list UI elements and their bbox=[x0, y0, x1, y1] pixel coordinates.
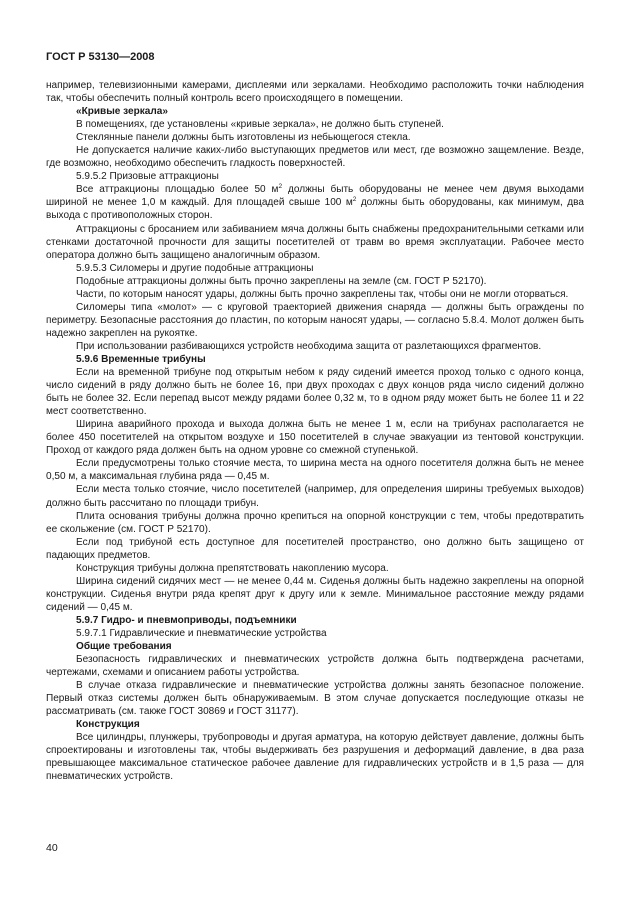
paragraph: Если предусмотрены только стоячие места, то ширина места на одного посетителя должна быть не менее 0,50 м, а максимальная глубина ряда — 0,45 м. bbox=[46, 458, 584, 483]
paragraph: Если на временной трибуне под открытым небом к ряду сидений имеется проход только с одного конца, число сидений в ряду должно быть не более 16, при двух проходах с двух концов ряда число сидений должно быть не более 32. Если перепад высот между рядами более 0,32 м, то в одном ряду может быть не более 11 и 22 мест соответственно. bbox=[46, 367, 584, 418]
paragraph: Части, по которым наносят удары, должны быть прочно закреплены так, чтобы они не могли оторваться. bbox=[76, 288, 569, 300]
section-heading: Конструкция bbox=[76, 719, 140, 731]
section-heading: 5.9.6 Временные трибуны bbox=[76, 353, 206, 365]
text-fragment: должны быть оборудованы, как минимум, два выхода с противоположных сторон. bbox=[46, 197, 584, 222]
paragraph: Все цилиндры, плунжеры, трубопроводы и другая арматура, на которую действует давление, должны быть спроектированы и изготовлены так, чтобы выдерживать без разрушения и деформаций давление, в два раза превышающее максимальное статическое рабочее давление для гидравлических устройств и в 1,5 раза — для пневматических устройств. bbox=[46, 732, 584, 783]
paragraph: В помещениях, где установлены «кривые зеркала», не должно быть ступеней. bbox=[76, 119, 444, 131]
paragraph: Подобные аттракционы должны быть прочно закреплены на земле (см. ГОСТ Р 52170). bbox=[76, 275, 487, 287]
paragraph: Ширина аварийного прохода и выхода должна быть не менее 1 м, если на трибунах располагается не более 450 посетителей на открытом воздухе и 150 посетителей в случае эвакуации из тентовой конструкции. Проход от каждого ряда должен быть на одном уровне со смежной ступенькой. bbox=[46, 419, 584, 457]
text-fragment: Все аттракционы площадью более 50 м bbox=[76, 184, 279, 196]
standard-header: ГОСТ Р 53130—2008 bbox=[46, 51, 155, 63]
paragraph: Конструкция трибуны должна препятствовать накоплению мусора. bbox=[76, 562, 389, 574]
paragraph: При использовании разбивающихся устройств необходима защита от разлетающихся фрагментов. bbox=[76, 340, 542, 352]
paragraph: Если под трибуной есть доступное для посетителей пространство, оно должно быть защищено от падающих предметов. bbox=[46, 536, 584, 561]
section-heading: Общие требования bbox=[76, 641, 172, 653]
clause-heading: 5.9.5.2 Призовые аттракционы bbox=[76, 171, 219, 183]
paragraph: например, телевизионными камерами, дисплеями или зеркалами. Необходимо расположить точки наблюдения так, чтобы обеспечить полный контроль всего происходящего в помещении. bbox=[46, 80, 584, 105]
superscript: 2 bbox=[352, 196, 357, 204]
clause-heading: 5.9.7.1 Гидравлические и пневматические устройства bbox=[76, 627, 327, 639]
paragraph-area-requirements bbox=[46, 183, 584, 222]
paragraph: Не допускается наличие каких-либо выступающих предметов или мест, где возможно защемление. Везде, где возможно, необходимо обеспечить гладкость поверхностей. bbox=[46, 145, 584, 170]
paragraph: Ширина сидений сидячих мест — не менее 0,44 м. Сиденья должны быть надежно закреплены на опорной конструкции. Сиденья внутри ряда крепят друг к другу или к земле. Минимальное расстояние между рядами сидений — 0,45 м. bbox=[46, 575, 584, 613]
paragraph: Стеклянные панели должны быть изготовлены из небьющегося стекла. bbox=[76, 132, 411, 144]
clause-heading: 5.9.5.3 Силомеры и другие подобные аттракционы bbox=[76, 262, 314, 274]
paragraph: Плита основания трибуны должна прочно крепиться на опорной конструкции с тем, чтобы предотвратить ее скольжение (см. ГОСТ Р 52170). bbox=[46, 510, 584, 535]
paragraph: Аттракционы с бросанием или забиванием мяча должны быть снабжены предохранительными сетками или стенками достаточной прочности для защиты посетителей от травм во время эксплуатации. Рабочее место оператора должно быть защищено аналогичным образом. bbox=[46, 223, 584, 261]
page-number: 40 bbox=[46, 842, 58, 854]
superscript: 2 bbox=[278, 183, 283, 191]
section-heading: «Кривые зеркала» bbox=[76, 106, 168, 118]
text-fragment: должны быть оборудованы не менее чем двумя выходами шириной не менее 1,0 м каждый. Для площадей свыше 100 м bbox=[46, 184, 584, 209]
document-body bbox=[46, 79, 584, 784]
paragraph: В случае отказа гидравлические и пневматические устройства должны занять безопасное положение. Первый отказ системы должен быть обнаруживаемым. В этом случае допускается последующие отказы не рассматривать (см. также ГОСТ 30869 и ГОСТ 31177). bbox=[46, 680, 584, 718]
paragraph: Если места только стоячие, число посетителей (например, для определения ширины требуемых выходов) должно быть рассчитано по площади трибун. bbox=[46, 484, 584, 509]
paragraph: Силомеры типа «молот» — с круговой траекторией движения снаряда — должны быть ограждены по периметру. Безопасные расстояния до пластин, по которым наносят удары, — согласно 5.8.4. Молот должен быть надежно закреплен на рукоятке. bbox=[46, 301, 584, 339]
section-heading: 5.9.7 Гидро- и пневмоприводы, подъемники bbox=[76, 614, 297, 626]
paragraph: Безопасность гидравлических и пневматических устройств должна быть подтверждена расчетами, чертежами, схемами и описанием работы устройства. bbox=[46, 654, 584, 679]
